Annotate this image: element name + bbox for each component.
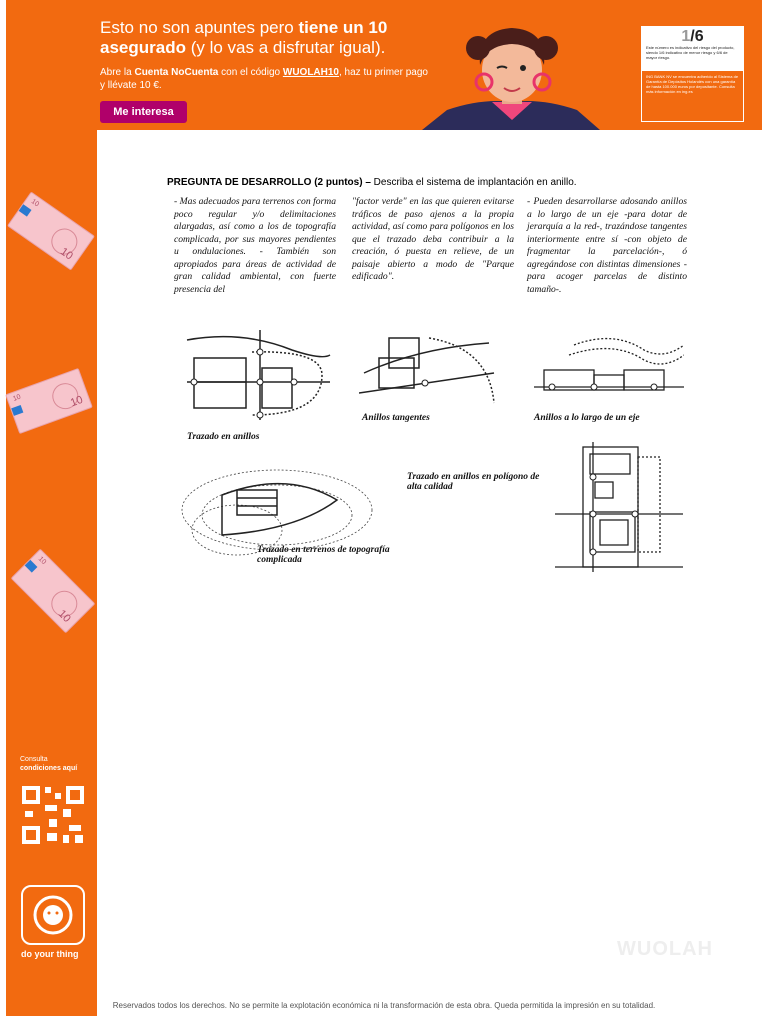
ad-sidebar	[0, 0, 97, 1016]
question-heading: PREGUNTA DE DESARROLLO (2 puntos) – Describa el sistema de implantación en anillo.	[167, 177, 577, 188]
slogan: do your thing	[21, 949, 79, 959]
me-interesa-button[interactable]: Me interesa	[100, 101, 187, 123]
ad-headline: Esto no son apuntes pero tiene un 10 asegurado (y lo vas a disfrutar igual).	[100, 18, 388, 57]
diagram-poligono-alta-calidad	[555, 442, 685, 572]
caption-topografia: Trazado en terrenos de topografía complicada	[257, 545, 390, 565]
text-column-3: - Pueden desarrollarse adosando anillos a lo largo de un eje -para dotar de jerarquía a la red-, trazándose tangentes interiormente entre sí -con objeto de fragmentar la parcelación-, ó agregándose con distintas dimensiones -para acoger parcelas de distinto tamaño-.	[527, 196, 687, 295]
risk-fine-print: ING BANK NV se encuentra adherido al Sistema de Garantía de Depósitos Holandés con una garantía de hasta 100.000 euros por depositante. Consulta más información en ing.es	[646, 74, 739, 94]
banknote-icon: 10 10	[7, 191, 95, 270]
avatar-illustration	[422, 20, 600, 130]
ad-copy	[100, 18, 430, 92]
left-margin	[0, 0, 6, 1016]
banknote-icon: 10 10	[5, 368, 93, 434]
consulta-link[interactable]: Consulta condiciones aquí	[20, 756, 78, 772]
right-margin	[762, 0, 768, 1016]
risk-text: Este número es indicativo del riesgo del producto, siendo 1/6 indicativo de menor riesgo y 6/6 de mayor riesgo.	[646, 45, 735, 60]
text-column-1: - Mas adecuados para terrenos con forma poco regular y/o delimitaciones alargadas, así como a los de topografía complicada, por sus mayores pendientes u ondulaciones. - También son apropiados para áreas de actividad de gran calidad ambiental, con fuerte presencia del	[174, 196, 336, 295]
ad-subtext: Abre la Cuenta NoCuenta con el código WUOLAH10, haz tu primer pago y llévate 10 €.	[100, 67, 428, 91]
caption-poligono: Trazado en anillos en polígono de alta calidad	[407, 472, 540, 492]
text-column-2: "factor verde" en las que quieren evitarse tráficos de paso ajenos a la propia actividad, así como para polígonos en los que el trazado deba contribuir a la creación, ó puesta en relieve, de un paisaje abierto a modo de "Parque edificado".	[352, 196, 514, 282]
footer-rights: Reservados todos los derechos. No se permite la explotación económica ni la transformación de esta obra. Queda permitida la impresión en su totalidad.	[112, 1001, 656, 1010]
risk-indicator: 1/6 Este número es indicativo del riesgo del producto, siendo 1/6 indicativo de menor riesgo y 6/6 de mayor riesgo. ING BANK NV se encuentra adherido al Sistema de Garantía de Depósitos Holandés con una garantía de hasta 100.000 euros por depositante. Consulta más información en ing.es	[641, 26, 744, 122]
caption-anillos-tangentes: Anillos tangentes	[362, 413, 430, 423]
wuolah-watermark: WUOLAH	[617, 938, 713, 960]
caption-anillos-eje: Anillos a lo largo de un eje	[534, 413, 640, 423]
caption-trazado-anillos: Trazado en anillos	[187, 432, 260, 442]
diagram-anillos-eje	[534, 335, 684, 405]
lion-icon	[23, 887, 83, 943]
document-page	[97, 130, 762, 1016]
ing-lion-logo	[21, 885, 85, 945]
diagram-trazado-en-anillos	[182, 330, 332, 425]
banknote-icon: 10 10	[11, 549, 96, 634]
qr-code[interactable]	[21, 785, 85, 845]
diagram-anillos-tangentes	[359, 328, 499, 408]
